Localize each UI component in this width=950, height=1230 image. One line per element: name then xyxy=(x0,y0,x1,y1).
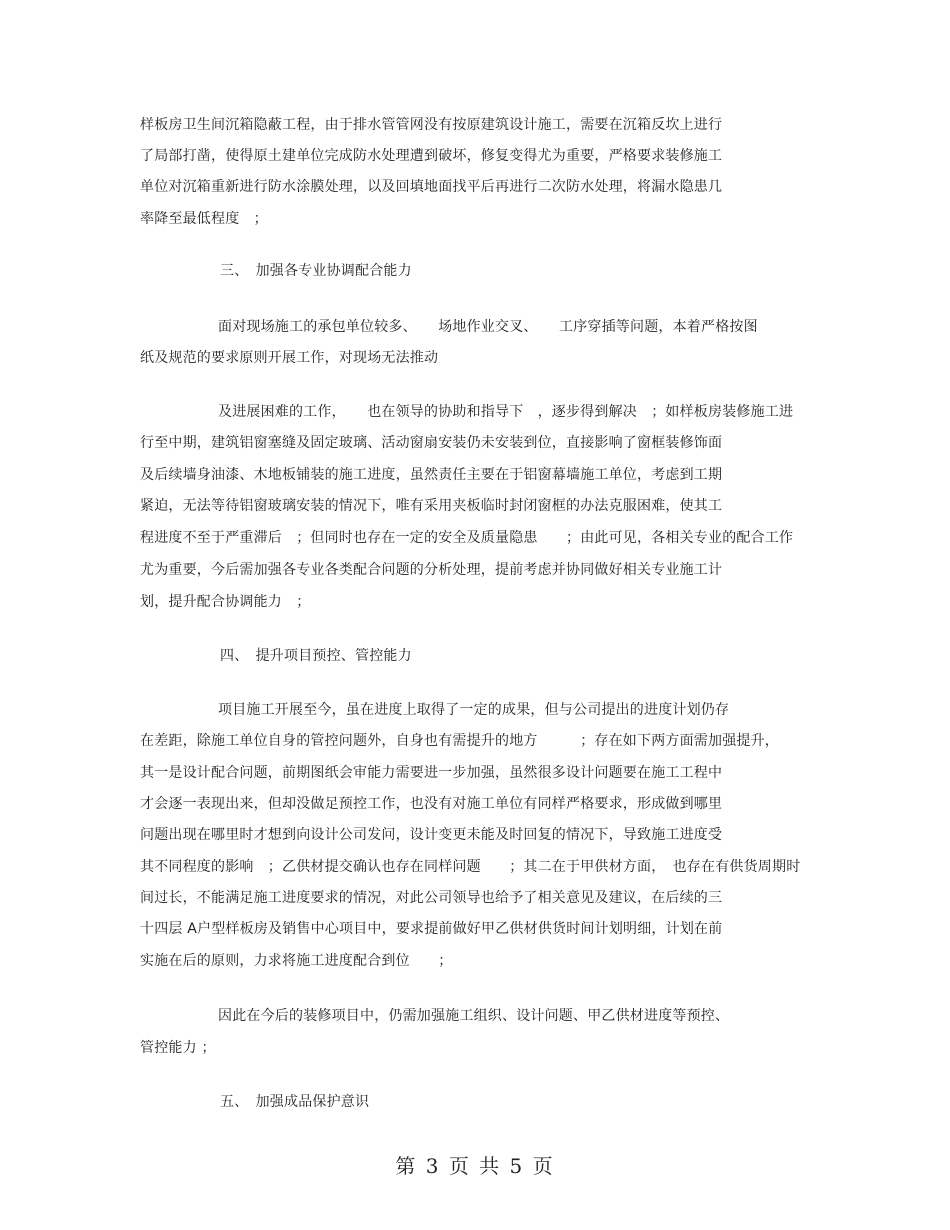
text-line: 了局部打凿，使得原土建单位完成防水处理遭到破坏，修复变得尤为重要，严格要求装修施工 xyxy=(140,148,723,164)
text-line: 其不同程度的影响 ；乙供材提交确认也存在同样问题 ；其二在于甲供材方面， 也存在有供货周期时 xyxy=(140,859,801,875)
text-line: 才会逐一表现出来，但却没做足预控工作，也没有对施工单位有同样严格要求，形成做到哪里 xyxy=(140,796,723,812)
text-line: 紧迫，无法等待铝窗玻璃安装的情况下，唯有采用夹板临时封闭窗框的办法克服困难，使其工 xyxy=(140,498,723,514)
text-line: 其一是设计配合问题，前期图纸会审能力需要进一步加强，虽然很多设计问题要在施工工程中 xyxy=(140,765,723,781)
text-line: 问题出现在哪里时才想到向设计公司发问，设计变更未能及时回复的情况下，导致施工进度受 xyxy=(140,827,723,843)
text-line: 项目施工开展至今，虽在进度上取得了一定的成果，但与公司提出的进度计划仍存 xyxy=(218,702,730,718)
text-line: 尤为重要，今后需加强各专业各类配合问题的分析处理，提前考虑并协同做好相关专业施工计 xyxy=(140,562,723,578)
text-line: 面对现场施工的承包单位较多、 场地作业交叉、 工序穿插等问题，本着严格按图 xyxy=(218,319,758,335)
text-line: 行至中期，建筑铝窗塞缝及固定玻璃、活动窗扇安装仍未安装到位，直接影响了窗框装修饰面 xyxy=(140,435,723,451)
text-line: 及进展困难的工作， 也在领导的协助和指导下 ，逐步得到解决 ；如样板房装修施工进 xyxy=(218,404,794,420)
section-heading: 四、 提升项目预控、管控能力 xyxy=(220,648,412,664)
text-line: 纸及规范的要求原则开展工作，对现场无法推动 xyxy=(140,350,439,366)
text-line: 样板房卫生间沉箱隐蔽工程，由于排水管管网没有按原建筑设计施工，需要在沉箱反坎上进行 xyxy=(140,117,723,133)
text-line: 十四层 A户型样板房及销售中心项目中，要求提前做好甲乙供材供货时间计划明细，计划在前 xyxy=(140,921,723,937)
text-line: 因此在今后的装修项目中，仍需加强施工组织、设计问题、甲乙供材进度等预控、 xyxy=(218,1008,730,1024)
text-line: 程进度不至于严重滞后 ；但同时也存在一定的安全及质量隐患 ；由此可见，各相关专业的配合工作 xyxy=(140,530,794,546)
text-line: 间过长，不能满足施工进度要求的情况，对此公司领导也给予了相关意见及建议，在后续的三 xyxy=(140,890,723,906)
text-line: 实施在后的原则，力求将施工进度配合到位 ； xyxy=(140,953,453,969)
page-number-footer: 第 3 页 共 5 页 xyxy=(395,1154,555,1178)
text-line: 单位对沉箱重新进行防水涂膜处理，以及回填地面找平后再进行二次防水处理，将漏水隐患几 xyxy=(140,179,723,195)
text-line: 在差距，除施工单位自身的管控问题外，自身也有需提升的地方 ；存在如下两方面需加强提升， xyxy=(140,733,779,749)
text-line: 管控能力 ； xyxy=(140,1040,216,1056)
text-line: 及后续墙身油漆、木地板铺装的施工进度，虽然责任主要在于铝窗幕墙施工单位，考虑到工期 xyxy=(140,467,723,483)
text-line: 划，提升配合协调能力 ； xyxy=(140,594,311,610)
section-heading: 三、 加强各专业协调配合能力 xyxy=(220,263,412,279)
section-heading: 五、 加强成品保护意识 xyxy=(220,1094,370,1110)
text-line: 率降至最低程度 ； xyxy=(140,211,268,227)
